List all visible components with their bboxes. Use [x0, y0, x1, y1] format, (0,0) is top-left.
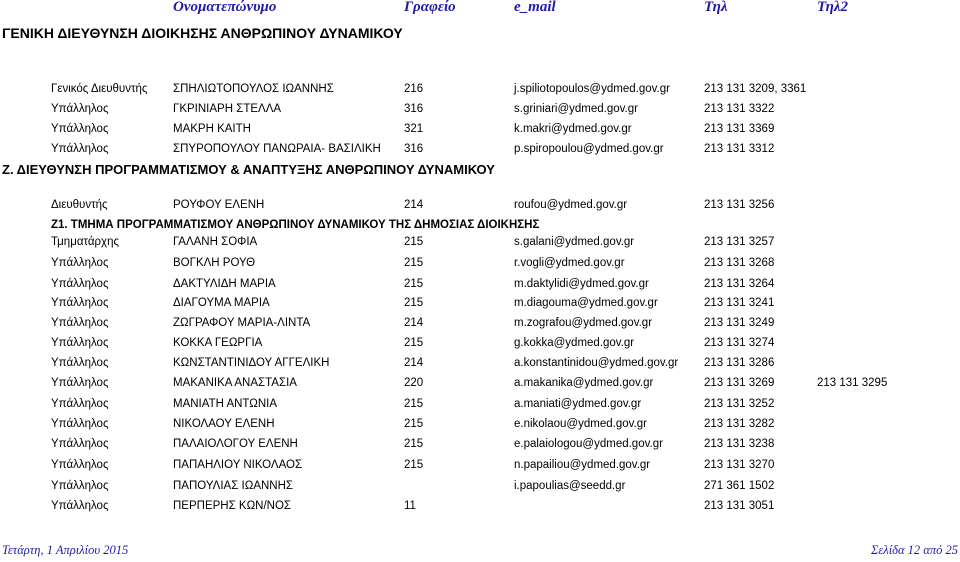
header-name: Ονοματεπώνυμο	[173, 0, 277, 15]
directory-row	[0, 459, 960, 475]
cell-office: 215	[404, 459, 424, 471]
cell-role: Υπάλληλος	[51, 257, 109, 269]
cell-name: ΣΠΗΛΙΩΤΟΠΟΥΛΟΣ ΙΩΑΝΝΗΣ	[173, 83, 334, 95]
cell-phone: 213 131 3256	[704, 199, 775, 211]
cell-email[interactable]: m.daktylidi@ydmed.gov.gr	[514, 278, 649, 290]
directory-row	[0, 377, 960, 393]
cell-name: ΚΩΝΣΤΑΝΤΙΝΙΔΟΥ ΑΓΓΕΛΙΚΗ	[173, 357, 330, 369]
cell-phone: 213 131 3282	[704, 418, 775, 430]
cell-phone: 213 131 3249	[704, 317, 775, 329]
page-footer	[0, 543, 960, 559]
cell-phone: 213 131 3322	[704, 103, 775, 115]
section-heading: Ζ. ΔΙΕΥΘΥΝΣΗ ΠΡΟΓΡΑΜΜΑΤΙΣΜΟΥ & ΑΝΑΠΤΥΞΗΣ ΑΝΘΡΩΠΙΝΟΥ ΔΥΝΑΜΙΚΟΥ	[2, 162, 495, 177]
directory-row	[0, 480, 960, 496]
cell-name: ΓΑΛΑΝΗ ΣΟΦΙΑ	[173, 236, 258, 248]
cell-office: 215	[404, 398, 424, 410]
directory-row	[0, 398, 960, 414]
cell-role: Υπάλληλος	[51, 438, 109, 450]
footer-page-number: Σελίδα 12 από 25	[870, 543, 958, 557]
cell-phone: 213 131 3252	[704, 398, 775, 410]
cell-email[interactable]: s.galani@ydmed.gov.gr	[514, 236, 635, 248]
directory-row	[0, 317, 960, 333]
cell-role: Διευθυντής	[51, 199, 108, 211]
cell-phone: 213 131 3257	[704, 236, 775, 248]
cell-office: 215	[404, 418, 424, 430]
cell-office: 214	[404, 317, 424, 329]
cell-phone: 213 131 3209, 3361	[704, 83, 807, 95]
cell-email[interactable]: roufou@ydmed.gov.gr	[514, 199, 628, 211]
directory-row	[0, 500, 960, 516]
cell-office: 215	[404, 297, 424, 309]
cell-role: Υπάλληλος	[51, 297, 109, 309]
cell-name: ΠΑΠΑΗΛΙΟΥ ΝΙΚΟΛΑΟΣ	[173, 459, 303, 471]
cell-office: 214	[404, 357, 424, 369]
directory-row	[0, 236, 960, 252]
directory-row	[0, 123, 960, 139]
cell-name: ΔΑΚΤΥΛΙΔΗ ΜΑΡΙΑ	[173, 278, 276, 290]
cell-role: Υπάλληλος	[51, 500, 109, 512]
cell-role: Υπάλληλος	[51, 418, 109, 430]
cell-name: ΝΙΚΟΛΑΟΥ ΕΛΕΝΗ	[173, 418, 275, 430]
cell-name: ΖΩΓΡΑΦΟΥ ΜΑΡΙΑ-ΛΙΝΤΑ	[173, 317, 311, 329]
directory-row	[0, 438, 960, 454]
directory-row	[0, 103, 960, 119]
cell-phone: 213 131 3268	[704, 257, 775, 269]
cell-email[interactable]: e.palaiologou@ydmed.gov.gr	[514, 438, 663, 450]
cell-name: ΡΟΥΦΟΥ ΕΛΕΝΗ	[173, 199, 265, 211]
header-office: Γραφείο	[404, 0, 456, 15]
cell-role: Τμηματάρχης	[51, 236, 120, 248]
cell-phone: 271 361 1502	[704, 480, 775, 492]
cell-office: 215	[404, 257, 424, 269]
cell-role: Υπάλληλος	[51, 123, 109, 135]
cell-email[interactable]: g.kokka@ydmed.gov.gr	[514, 337, 635, 349]
section-heading: Ζ1. ΤΜΗΜΑ ΠΡΟΓΡΑΜΜΑΤΙΣΜΟΥ ΑΝΘΡΩΠΙΝΟΥ ΔΥΝΑΜΙΚΟΥ ΤΗΣ ΔΗΜΟΣΙΑΣ ΔΙΟΙΚΗΣΗΣ	[51, 219, 540, 231]
cell-name: ΣΠΥΡΟΠΟΥΛΟΥ ΠΑΝΩΡΑΙΑ- ΒΑΣΙΛΙΚΗ	[173, 143, 381, 155]
cell-role: Υπάλληλος	[51, 143, 109, 155]
directory-row	[0, 297, 960, 313]
directory-row	[0, 278, 960, 294]
header-phone: Τηλ	[704, 0, 728, 15]
cell-role: Υπάλληλος	[51, 459, 109, 471]
directory-row	[0, 418, 960, 434]
directory-row	[0, 83, 960, 99]
directory-row	[0, 357, 960, 373]
cell-role: Γενικός Διευθυντής	[51, 83, 148, 95]
cell-name: ΓΚΡΙΝΙΑΡΗ ΣΤΕΛΛΑ	[173, 103, 282, 115]
cell-phone: 213 131 3274	[704, 337, 775, 349]
cell-role: Υπάλληλος	[51, 480, 109, 492]
cell-name: ΔΙΑΓΟΥΜΑ ΜΑΡΙΑ	[173, 297, 270, 309]
cell-role: Υπάλληλος	[51, 398, 109, 410]
directory-row	[0, 199, 960, 215]
cell-name: ΜΑΚΡΗ ΚΑΙΤΗ	[173, 123, 251, 135]
cell-phone: 213 131 3051	[704, 500, 775, 512]
cell-office: 316	[404, 103, 424, 115]
cell-office: 215	[404, 236, 424, 248]
cell-role: Υπάλληλος	[51, 317, 109, 329]
cell-email[interactable]: a.makanika@ydmed.gov.gr	[514, 377, 654, 389]
cell-office: 11	[404, 500, 416, 512]
cell-office: 214	[404, 199, 424, 211]
cell-office: 220	[404, 377, 424, 389]
cell-email[interactable]: k.makri@ydmed.gov.gr	[514, 123, 632, 135]
cell-email[interactable]: r.vogli@ydmed.gov.gr	[514, 257, 625, 269]
cell-email[interactable]: m.diagouma@ydmed.gov.gr	[514, 297, 658, 309]
header-email: e_mail	[514, 0, 556, 15]
cell-phone: 213 131 3238	[704, 438, 775, 450]
cell-office: 215	[404, 337, 424, 349]
cell-email[interactable]: s.griniari@ydmed.gov.gr	[514, 103, 638, 115]
directory-row	[0, 337, 960, 353]
cell-name: ΚΟΚΚΑ ΓΕΩΡΓΙΑ	[173, 337, 263, 349]
cell-email[interactable]: a.maniati@ydmed.gov.gr	[514, 398, 642, 410]
cell-email[interactable]: a.konstantinidou@ydmed.gov.gr	[514, 357, 679, 369]
directory-row	[0, 257, 960, 273]
cell-phone: 213 131 3312	[704, 143, 775, 155]
footer-date: Τετάρτη, 1 Απριλίου 2015	[2, 543, 129, 557]
cell-email[interactable]: n.papailiou@ydmed.gov.gr	[514, 459, 651, 471]
header-phone2: Τηλ2	[817, 0, 848, 15]
column-header-bar	[0, 0, 960, 16]
cell-phone: 213 131 3241	[704, 297, 775, 309]
cell-name: ΜΑΚΑΝΙΚΑ ΑΝΑΣΤΑΣΙΑ	[173, 377, 297, 389]
cell-phone: 213 131 3270	[704, 459, 775, 471]
cell-role: Υπάλληλος	[51, 377, 109, 389]
cell-email[interactable]: m.zografou@ydmed.gov.gr	[514, 317, 653, 329]
cell-role: Υπάλληλος	[51, 337, 109, 349]
cell-email[interactable]: p.spiropoulou@ydmed.gov.gr	[514, 143, 664, 155]
cell-phone: 213 131 3264	[704, 278, 775, 290]
cell-name: ΠΑΛΑΙΟΛΟΓΟΥ ΕΛΕΝΗ	[173, 438, 298, 450]
cell-name: ΒΟΓΚΛΗ ΡΟΥΘ	[173, 257, 256, 269]
cell-email[interactable]: i.papoulias@seedd.gr	[514, 480, 626, 492]
cell-email[interactable]: e.nikolaou@ydmed.gov.gr	[514, 418, 647, 430]
cell-office: 316	[404, 143, 424, 155]
cell-phone: 213 131 3286	[704, 357, 775, 369]
cell-email[interactable]: j.spiliotopoulos@ydmed.gov.gr	[514, 83, 670, 95]
page-title: ΓΕΝΙΚΗ ΔΙΕΥΘΥΝΣΗ ΔΙΟΙΚΗΣΗΣ ΑΝΘΡΩΠΙΝΟΥ ΔΥΝΑΜΙΚΟΥ	[2, 25, 403, 41]
cell-name: ΜΑΝΙΑΤΗ ΑΝΤΩΝΙΑ	[173, 398, 278, 410]
cell-office: 215	[404, 278, 424, 290]
cell-name: ΠΑΠΟΥΛΙΑΣ ΙΩΑΝΝΗΣ	[173, 480, 294, 492]
cell-role: Υπάλληλος	[51, 103, 109, 115]
cell-office: 215	[404, 438, 424, 450]
cell-role: Υπάλληλος	[51, 357, 109, 369]
cell-role: Υπάλληλος	[51, 278, 109, 290]
cell-office: 321	[404, 123, 424, 135]
cell-office: 216	[404, 83, 424, 95]
directory-row	[0, 143, 960, 159]
cell-phone: 213 131 3269	[704, 377, 775, 389]
cell-name: ΠΕΡΠΕΡΗΣ ΚΩΝ/ΝΟΣ	[173, 500, 292, 512]
cell-phone2: 213 131 3295	[817, 377, 888, 389]
cell-phone: 213 131 3369	[704, 123, 775, 135]
